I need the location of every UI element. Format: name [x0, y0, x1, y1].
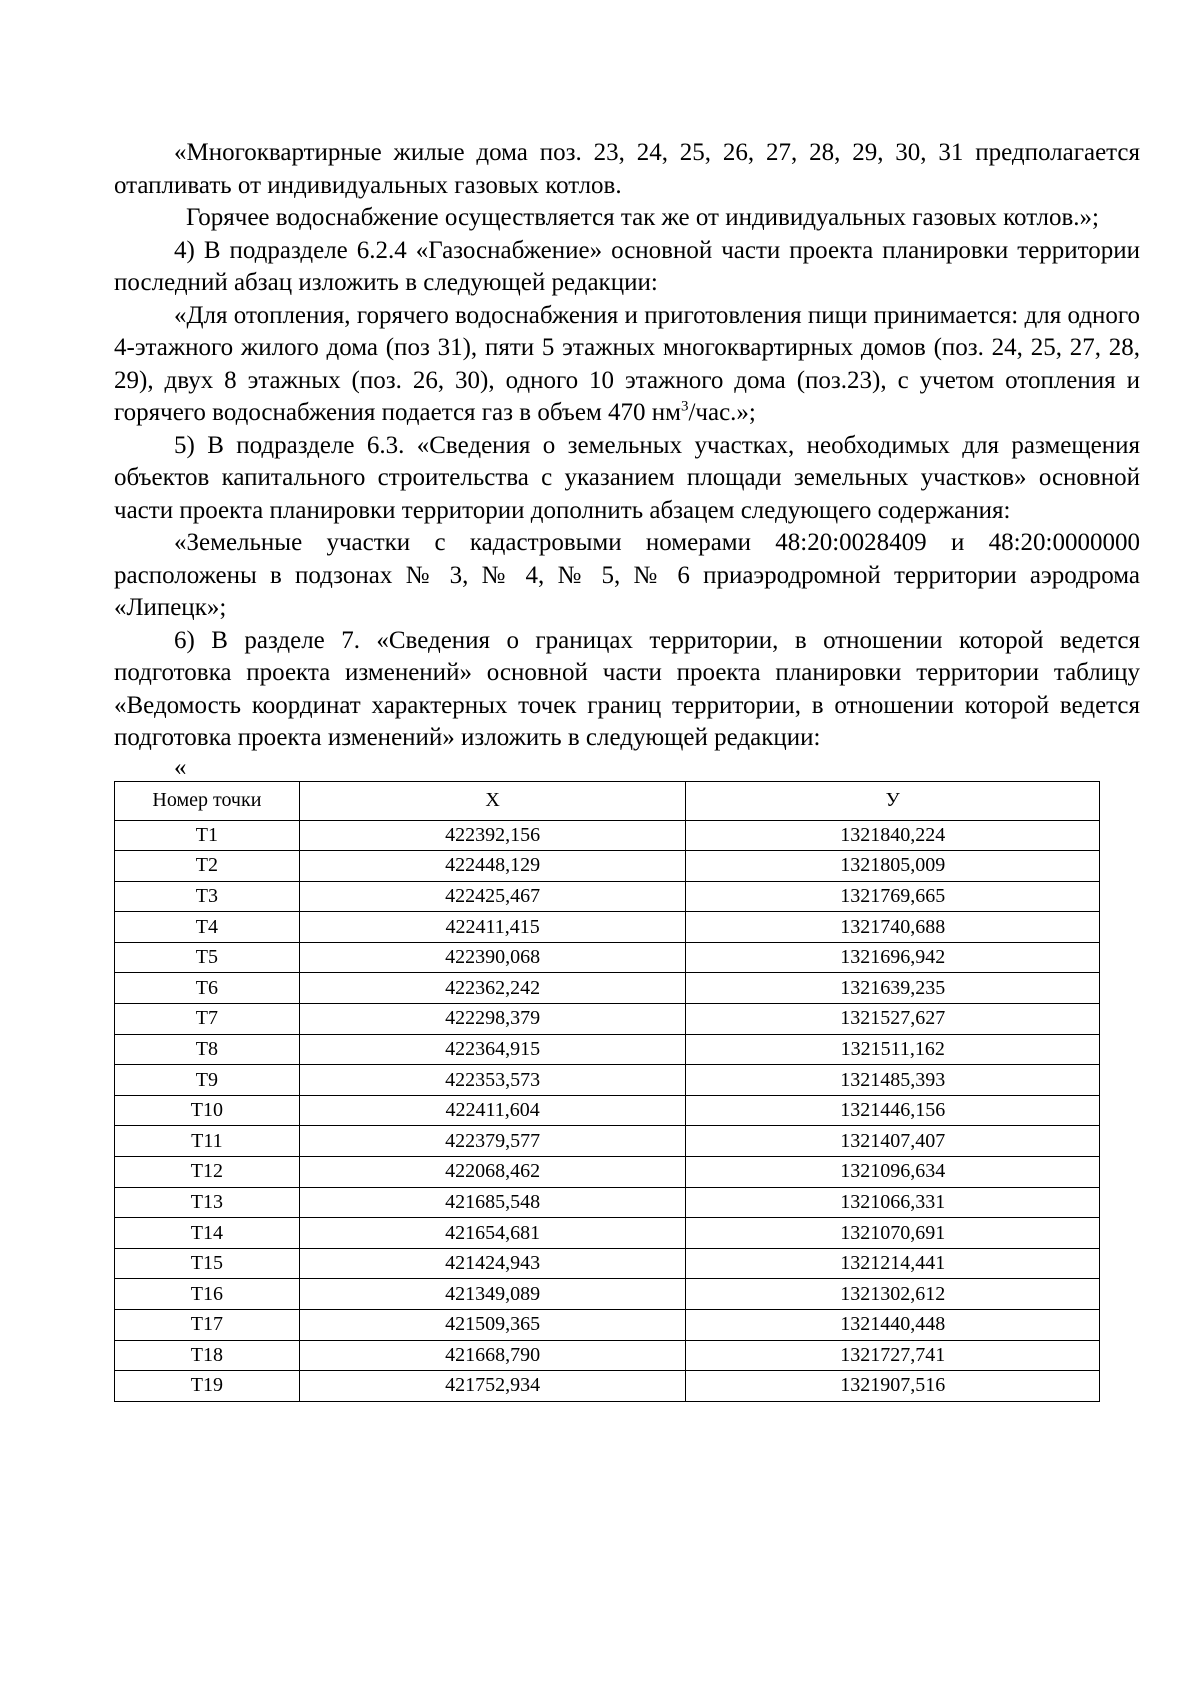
table-body	[115, 820, 1100, 1401]
cell-point-number: Т11	[115, 1126, 300, 1157]
table-row	[115, 1187, 1100, 1218]
table-header-row	[115, 781, 1100, 820]
paragraph-item-6: 6) В разделе 7. «Сведения о границах территории, в отношении которой ведется подготовка проекта изменений» основной части проекта планировки территории таблицу «Ведомость координат характерных точек границ территории, в отношении которой ведется подготовка проекта изменений» изложить в следующей редакции:	[114, 626, 1140, 751]
cell-x: 422068,462	[299, 1157, 686, 1188]
document-page	[114, 137, 1140, 1402]
cell-point-number: Т10	[115, 1095, 300, 1126]
cell-x: 421685,548	[299, 1187, 686, 1218]
cell-point-number: Т16	[115, 1279, 300, 1310]
cell-y: 1321696,942	[686, 942, 1100, 973]
cell-point-number: Т1	[115, 820, 300, 851]
coordinates-table	[114, 781, 1100, 1402]
paragraph-gas-supply	[114, 300, 1140, 430]
cell-y: 1321639,235	[686, 973, 1100, 1004]
table-row	[115, 1095, 1100, 1126]
cell-x: 421509,365	[299, 1310, 686, 1341]
table-row	[115, 1065, 1100, 1096]
table-row	[115, 942, 1100, 973]
cell-y: 1321907,516	[686, 1371, 1100, 1402]
cell-point-number: Т2	[115, 851, 300, 882]
cell-point-number: Т17	[115, 1310, 300, 1341]
paragraph-item-5: 5) В подразделе 6.3. «Сведения о земельных участках, необходимых для размещения объектов капитального строительства с указанием площади земельных участков» основной части проекта планировки территории дополнить абзацем следующего содержания:	[114, 431, 1140, 524]
table-row	[115, 912, 1100, 943]
cell-y: 1321511,162	[686, 1034, 1100, 1065]
cell-point-number: Т7	[115, 1004, 300, 1035]
table-row	[115, 973, 1100, 1004]
cell-x: 422411,415	[299, 912, 686, 943]
cell-y: 1321769,665	[686, 881, 1100, 912]
table-row	[115, 1279, 1100, 1310]
cell-x: 421349,089	[299, 1279, 686, 1310]
cell-point-number: Т6	[115, 973, 300, 1004]
paragraph-heating: «Многоквартирные жилые дома поз. 23, 24, 25, 26, 27, 28, 29, 30, 31 предполагается отапливать от индивидуальных газовых котлов.	[114, 139, 1140, 199]
header-point-number: Номер точки	[115, 781, 300, 820]
cell-point-number: Т15	[115, 1248, 300, 1279]
paragraph-hot-water: Горячее водоснабжение осуществляется так же от индивидуальных газовых котлов.»;	[186, 204, 1100, 231]
table-row	[115, 1248, 1100, 1279]
table-row	[115, 820, 1100, 851]
cell-point-number: Т4	[115, 912, 300, 943]
cell-x: 422390,068	[299, 942, 686, 973]
table-row	[115, 1126, 1100, 1157]
table-row	[115, 1034, 1100, 1065]
header-x: Х	[299, 781, 686, 820]
cell-x: 421752,934	[299, 1371, 686, 1402]
cell-y: 1321485,393	[686, 1065, 1100, 1096]
cell-point-number: Т9	[115, 1065, 300, 1096]
cell-y: 1321066,331	[686, 1187, 1100, 1218]
cell-y: 1321805,009	[686, 851, 1100, 882]
cell-x: 422379,577	[299, 1126, 686, 1157]
cell-point-number: Т5	[115, 942, 300, 973]
cell-x: 421424,943	[299, 1248, 686, 1279]
cell-x: 422298,379	[299, 1004, 686, 1035]
table-row	[115, 1340, 1100, 1371]
cell-x: 422353,573	[299, 1065, 686, 1096]
cell-y: 1321446,156	[686, 1095, 1100, 1126]
table-row	[115, 1371, 1100, 1402]
cell-point-number: Т8	[115, 1034, 300, 1065]
paragraph-item-4: 4) В подразделе 6.2.4 «Газоснабжение» основной части проекта планировки территории последний абзац изложить в следующей редакции:	[114, 236, 1140, 296]
cell-point-number: Т14	[115, 1218, 300, 1249]
cell-x: 422362,242	[299, 973, 686, 1004]
table-row	[115, 1218, 1100, 1249]
opening-quote: «	[174, 753, 187, 781]
table-row	[115, 851, 1100, 882]
cell-y: 1321302,612	[686, 1279, 1100, 1310]
cell-y: 1321727,741	[686, 1340, 1100, 1371]
cell-y: 1321740,688	[686, 912, 1100, 943]
cell-x: 422448,129	[299, 851, 686, 882]
table-row	[115, 1310, 1100, 1341]
cell-x: 422364,915	[299, 1034, 686, 1065]
cell-x: 422411,604	[299, 1095, 686, 1126]
cell-y: 1321527,627	[686, 1004, 1100, 1035]
cell-point-number: Т12	[115, 1157, 300, 1188]
cell-y: 1321070,691	[686, 1218, 1100, 1249]
cell-point-number: Т18	[115, 1340, 300, 1371]
table-row	[115, 1004, 1100, 1035]
cell-point-number: Т3	[115, 881, 300, 912]
cell-y: 1321840,224	[686, 820, 1100, 851]
table-row	[115, 1157, 1100, 1188]
cell-x: 421654,681	[299, 1218, 686, 1249]
cell-x: 421668,790	[299, 1340, 686, 1371]
cell-point-number: Т19	[115, 1371, 300, 1402]
table-row	[115, 881, 1100, 912]
paragraph-land-plots: «Земельные участки с кадастровыми номерами 48:20:0028409 и 48:20:0000000 расположены в подзонах № 3, № 4, № 5, № 6 приаэродромной территории аэродрома «Липецк»;	[114, 529, 1140, 621]
cell-y: 1321214,441	[686, 1248, 1100, 1279]
gas-supply-text: «Для отопления, горячего водоснабжения и приготовления пищи принимается: для одного 4-этажного жилого дома (поз 31), пяти 5 этажных многоквартирных домов (поз. 24, 25, 27, 28, 29), двух 8 этажных (поз. 26, 30), одного 10 этажного дома (поз.23), с учетом отопления и горячего водоснабжения подается газ в объем 470 нм	[114, 301, 1140, 426]
cell-point-number: Т13	[115, 1187, 300, 1218]
cell-y: 1321096,634	[686, 1157, 1100, 1188]
gas-supply-tail: /час.»;	[688, 399, 756, 426]
cell-x: 422425,467	[299, 881, 686, 912]
superscript-three: 3	[680, 398, 689, 415]
cell-x: 422392,156	[299, 820, 686, 851]
cell-y: 1321407,407	[686, 1126, 1100, 1157]
header-y: У	[686, 781, 1100, 820]
cell-y: 1321440,448	[686, 1310, 1100, 1341]
